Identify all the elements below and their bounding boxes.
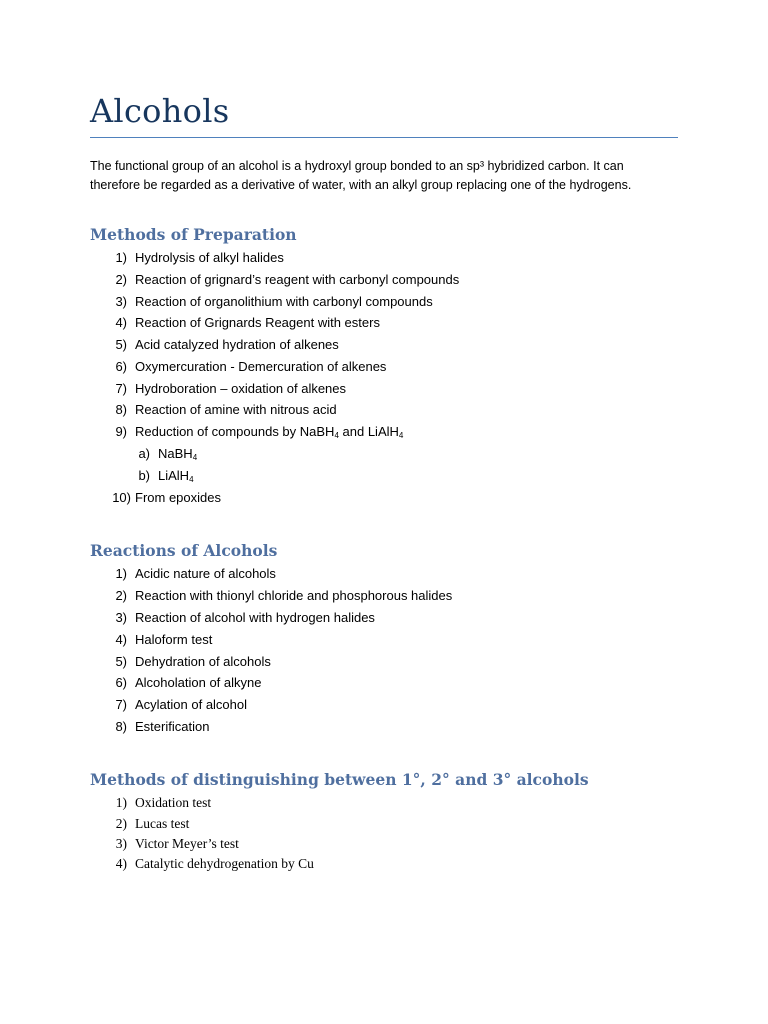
list-item-text: Lucas test [135,816,190,831]
list-item-number: 8) [115,402,127,417]
list-item-number: 2) [115,272,127,287]
list-item [0,381,768,401]
list-item-text: Acidic nature of alcohols [135,566,276,581]
title-divider [90,137,678,138]
list-item-text: Reaction of Grignards Reagent with esters [135,315,380,330]
list-item-text: Haloform test [135,632,213,647]
list-item-text: Reduction of compounds by NaBH$_4$ and LiAlH$_4$ [135,424,404,440]
list-item [0,359,768,379]
list-item-text: Catalytic dehydrogenation by Cu [135,856,314,871]
list-item-number: a) [138,446,150,461]
list-item-number: 5) [115,337,127,352]
list-item [0,402,768,422]
list-item [0,272,768,292]
list-item-number: b) [138,468,150,483]
list-item-number: 2) [115,588,127,603]
list-item-number: 4) [115,315,127,330]
list-item-number: 6) [115,359,127,374]
list-item-number: 1) [115,250,127,265]
list-item-text: From epoxides [135,490,221,505]
list-item-text: Acylation of alcohol [135,697,248,712]
list-item-number: 10) [112,490,131,505]
list-item-number: 9) [115,424,127,439]
list-item-number: 4) [115,632,127,647]
list-item-text: Oxymercuration - Demercuration of alkenes [135,359,387,374]
list-item [0,337,768,357]
list-item-text: Dehydration of alcohols [135,654,271,669]
list-item-number: 7) [115,697,127,712]
list-item [0,836,768,856]
list-item-number: 7) [115,381,127,396]
page-title: Alcohols [90,92,230,130]
list-item [0,610,768,630]
list-item [0,632,768,652]
list-item [0,446,768,466]
list-item-text: Hydrolysis of alkyl halides [135,250,284,265]
intro-line: therefore be regarded as a derivative of water, with an alkyl group replacing one of the hydrogens. [90,178,632,192]
section-heading-preparation: Methods of Preparation [90,225,297,244]
list-item-number: 3) [115,294,127,309]
list-item [0,424,768,444]
list-item [0,795,768,815]
list-item-text: Reaction of grignard’s reagent with carbonyl compounds [135,272,460,287]
list-item [0,697,768,717]
list-item-number: 2) [115,816,127,831]
list-item-number: 3) [115,610,127,625]
list-item-text: Reaction of organolithium with carbonyl compounds [135,294,433,309]
list-item [0,468,768,488]
list-item-number: 5) [115,654,127,669]
list-item [0,675,768,695]
section-heading-distinguishing: Methods of distinguishing between 1°, 2° and 3° alcohols [90,770,589,789]
list-item-number: 1) [115,566,127,581]
list-item-text: LiAlH$_4$ [158,468,194,484]
list-item-number: 8) [115,719,127,734]
list-item-text: Hydroboration – oxidation of alkenes [135,381,347,396]
list-item-number: 3) [115,836,127,851]
list-item [0,719,768,739]
list-item-text: Oxidation test [135,795,212,810]
list-item [0,816,768,836]
list-item-text: NaBH$_4$ [158,446,198,462]
intro-paragraph [90,157,680,195]
list-item [0,588,768,608]
list-item [0,654,768,674]
list-item-number: 4) [115,856,127,871]
section-heading-reactions: Reactions of Alcohols [90,541,278,560]
intro-line: The functional group of an alcohol is a hydroxyl group bonded to an sp³ hybridized carbon. It can [90,159,624,173]
list-item-text: Victor Meyer’s test [135,836,239,851]
list-item-number: 6) [115,675,127,690]
list-item-text: Esterification [135,719,210,734]
list-item-text: Alcoholation of alkyne [135,675,262,690]
list-item-text: Acid catalyzed hydration of alkenes [135,337,339,352]
list-item [0,294,768,314]
list-item [0,250,768,270]
list-item-number: 1) [115,795,127,810]
list-item [0,315,768,335]
list-item-text: Reaction with thionyl chloride and phosphorous halides [135,588,453,603]
list-item-text: Reaction of alcohol with hydrogen halides [135,610,375,625]
list-item [0,566,768,586]
list-item [0,490,768,510]
list-item [0,856,768,876]
list-item-text: Reaction of amine with nitrous acid [135,402,337,417]
